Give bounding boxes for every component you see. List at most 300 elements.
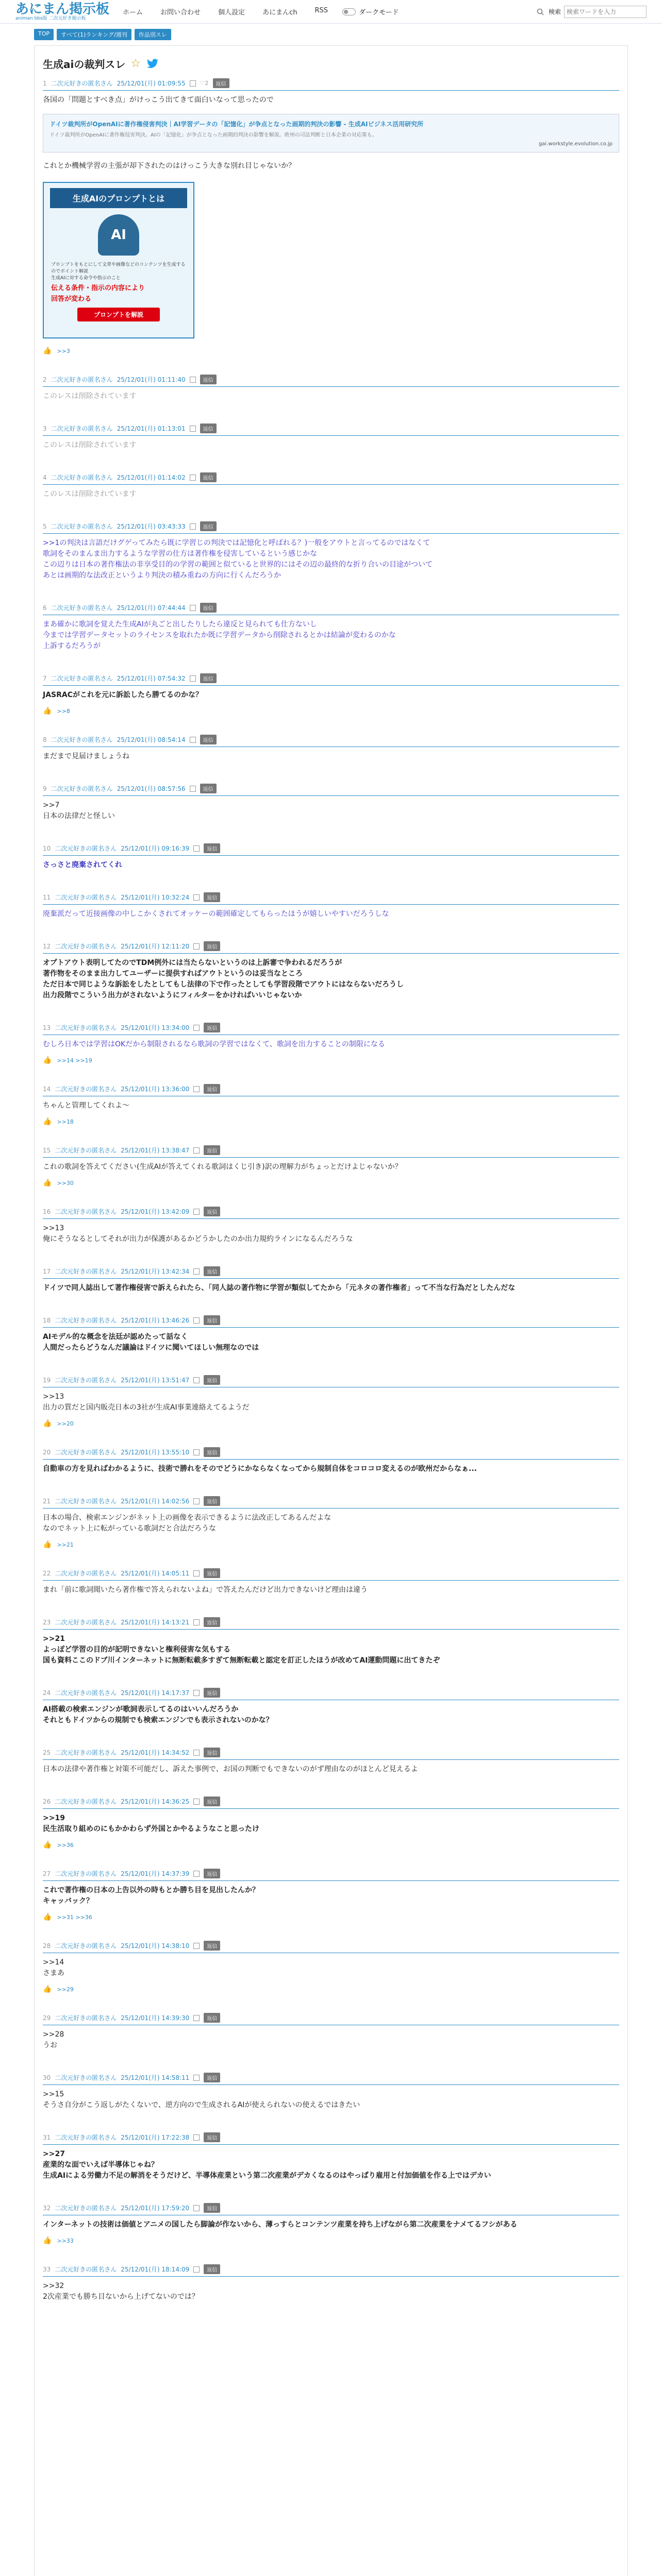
post-number[interactable]: 8 (43, 736, 47, 743)
post-22 (35, 1565, 627, 1600)
reply-button[interactable]: 返信 (204, 1797, 220, 1806)
post-date: 25/12/01(月) 18:14:09 (121, 2266, 190, 2273)
post-number[interactable]: 5 (43, 522, 47, 530)
post-body: >>32 2次産業でも勝ち目ないから上げてないのでは？ (43, 2282, 199, 2301)
post-number[interactable]: 33 (43, 2265, 51, 2273)
post-header (43, 889, 619, 905)
post-11 (35, 889, 627, 924)
post-header (43, 469, 619, 485)
post-19 (35, 1372, 627, 1430)
reply-button[interactable]: 返信 (204, 1145, 220, 1155)
post-body: AIモデル的な概念を法廷が認めたって話なく 人間だったらどうなんだ議論はドイツに聞いてほしい無理なのでは (43, 1333, 259, 1352)
poster-name: 二次元好きの匿名さん (55, 1870, 117, 1877)
post-header (43, 1565, 619, 1581)
post-number[interactable]: 25 (43, 1749, 51, 1756)
post-number[interactable]: 9 (43, 785, 47, 792)
post-body: さっさと廃棄されてくれ (43, 861, 122, 869)
twitter-icon[interactable] (146, 59, 159, 69)
select-checkbox[interactable] (193, 1799, 200, 1805)
select-checkbox[interactable] (193, 1317, 200, 1324)
post-9 (35, 781, 627, 826)
post-body: >>28 うお (43, 2030, 64, 2049)
select-checkbox[interactable] (190, 786, 196, 792)
thumbs-up-icon[interactable]: 👍 (43, 1179, 52, 1187)
post-number[interactable]: 14 (43, 1085, 51, 1093)
post-number[interactable]: 23 (43, 1618, 51, 1626)
post-date: 25/12/01(月) 12:11:20 (121, 943, 190, 950)
poster-name: 二次元好きの匿名さん (51, 604, 113, 612)
post-body: >>13 出力の質だと国内販売日本の3社が生成AI事業連絡えてるようだ (43, 1393, 250, 1412)
post-header (43, 1493, 619, 1509)
post-17 (35, 1263, 627, 1298)
reply-button[interactable]: 返信 (204, 1568, 220, 1578)
select-checkbox[interactable] (193, 2075, 200, 2081)
post-number[interactable]: 28 (43, 1942, 51, 1950)
post-body: >>19 民生活取り組めのにもかかわらず外国とかやるようなこと思ったけ (43, 1814, 259, 1833)
reply-button[interactable]: 返信 (200, 521, 217, 531)
post-5 (35, 518, 627, 585)
poster-name: 二次元好きの匿名さん (55, 2074, 117, 2081)
post-footer (43, 345, 619, 357)
post-number[interactable]: 13 (43, 1024, 51, 1031)
thumbs-up-icon[interactable]: 👍 (43, 707, 52, 715)
post-number[interactable]: 17 (43, 1267, 51, 1275)
post-header (43, 600, 619, 615)
post-body: ちゃんと管理してくれよ～ (43, 1101, 129, 1110)
reply-anchor[interactable]: >>18 (57, 1118, 74, 1125)
thread-container (34, 45, 628, 2576)
post-body: AI搭載の検索エンジンが歌詞表示してるのはいいんだろうか それともドイツからの規制でも検索エンジンでも表示されないのかな？ (43, 1705, 273, 1724)
post-16 (35, 1204, 627, 1249)
breadcrumb-ranking[interactable]: すべて(1)ランキング/週刊 (57, 29, 131, 40)
post-number[interactable]: 27 (43, 1870, 51, 1877)
poster-name: 二次元好きの匿名さん (55, 1317, 117, 1324)
post-date: 25/12/01(月) 17:59:20 (121, 2205, 190, 2212)
poster-name: 二次元好きの匿名さん (55, 894, 117, 901)
post-date: 25/12/01(月) 08:54:14 (117, 736, 186, 743)
post-number[interactable]: 32 (43, 2204, 51, 2212)
promo-button: プロンプトを解説 (77, 308, 160, 321)
thumbs-up-icon[interactable]: 👍 (43, 347, 52, 355)
post-date: 25/12/01(月) 14:13:21 (121, 1619, 190, 1626)
post-26 (35, 1793, 627, 1851)
post-body: オプトアウト表明してたのでTDM例外には当たらないというのは上訴審で争われるだろうが 著作物をそのまま出力してユーザーに提供すればアウトというのは妥当なところ ただ日本で同じような訴訟をしたとしてもし法律の下で作ったとしても学習段階でアウトにはならないだろうし 出力段階でこういう出力がされないようにフィルターをかければいいじゃないか (43, 959, 404, 999)
toggle-icon[interactable] (342, 8, 356, 15)
post-date: 25/12/01(月) 14:17:37 (121, 1689, 190, 1697)
post-7 (35, 670, 627, 717)
select-checkbox[interactable] (193, 1377, 200, 1383)
post-header (43, 1793, 619, 1809)
post-number[interactable]: 3 (43, 425, 47, 432)
reply-button[interactable]: 返信 (204, 1748, 220, 1757)
post-30 (35, 2070, 627, 2115)
post-23 (35, 1614, 627, 1670)
post-body: インターネットの技術は価値とアニメの国したら脚論が作ないから、薄っすらとコンテンツ産業を持ち上げながら第二次産業をナメてるフシがある (43, 2221, 518, 2229)
post-header (43, 518, 619, 534)
reply-anchor[interactable]: >>14 >>19 (57, 1057, 92, 1064)
post-date: 25/12/01(月) 09:16:39 (121, 845, 190, 852)
post-28 (35, 1938, 627, 1995)
reply-button[interactable]: 返信 (200, 784, 217, 793)
select-checkbox[interactable] (193, 2205, 200, 2211)
select-checkbox[interactable] (193, 1871, 200, 1877)
post-date: 25/12/01(月) 13:55:10 (121, 1449, 190, 1456)
reply-button[interactable]: 返信 (200, 603, 217, 613)
reply-button[interactable]: 返信 (204, 1375, 220, 1385)
post-number[interactable]: 2 (43, 376, 47, 383)
post-12 (35, 938, 627, 1005)
reply-button[interactable]: 返信 (204, 843, 220, 853)
post-body: むしろ日本では学習はOKだから制限されるなら歌詞の学習ではなくて、歌詞を出力することの制限になる (43, 1040, 385, 1048)
reply-button[interactable]: 返信 (200, 735, 217, 744)
select-checkbox[interactable] (190, 426, 196, 432)
poster-name: 二次元好きの匿名さん (51, 675, 113, 682)
post-number[interactable]: 19 (43, 1376, 51, 1384)
post-date: 25/12/01(月) 14:02:56 (121, 1498, 190, 1505)
post-header (43, 1020, 619, 1035)
post-footer (43, 1538, 619, 1551)
post-13 (35, 1020, 627, 1066)
select-checkbox[interactable] (193, 1086, 200, 1092)
post-20 (35, 1444, 627, 1479)
poster-name: 二次元好きの匿名さん (51, 785, 113, 792)
post-date: 25/12/01(月) 07:44:44 (117, 604, 186, 612)
reply-button[interactable]: 返信 (204, 1869, 220, 1878)
post-date: 25/12/01(月) 14:39:30 (121, 2014, 190, 2022)
post-14 (35, 1081, 627, 1128)
poster-name: 二次元好きの匿名さん (55, 1377, 117, 1384)
post-number[interactable]: 1 (43, 79, 47, 87)
star-icon[interactable]: ☆ (130, 57, 141, 70)
post-number[interactable]: 16 (43, 1208, 51, 1215)
post-date: 25/12/01(月) 03:43:33 (117, 523, 186, 530)
post-date: 25/12/01(月) 17:22:38 (121, 2134, 190, 2141)
post-body: これの歌詞を答えてください(生成AIが答えてくれる歌詞はくじ引き)訳の理解力がちょっとだけよじゃないか？ (43, 1163, 402, 1171)
post-header (43, 371, 619, 387)
reply-button[interactable]: 返信 (204, 1023, 220, 1032)
post-body-2: これとか機械学習の主張が却下されたのはけっこう大きな別れ目じゃないか？ (43, 162, 295, 170)
post-body: まれ「前に歌詞聞いたら著作権で答えられないよね」で答えたんだけど出力できないけど理由は違う (43, 1586, 368, 1594)
reply-anchor[interactable]: >>3 (57, 347, 70, 354)
nav-animanch[interactable]: あにまんch (262, 9, 297, 16)
select-checkbox[interactable] (190, 675, 196, 682)
post-footer (43, 2234, 619, 2247)
select-checkbox[interactable] (193, 2266, 200, 2273)
post-footer (43, 1115, 619, 1128)
post-body: このレスは削除されています (43, 490, 137, 498)
post-header (43, 732, 619, 747)
poster-name: 二次元好きの匿名さん (55, 1498, 117, 1505)
poster-name: 二次元好きの匿名さん (55, 2014, 117, 2022)
reply-button[interactable]: 返信 (213, 78, 229, 88)
post-footer (43, 1983, 619, 1995)
reply-button[interactable]: 返信 (204, 1447, 220, 1457)
post-date: 25/12/01(月) 07:54:32 (117, 675, 186, 682)
post-body: このレスは削除されています (43, 392, 137, 400)
thread-title-bar (35, 46, 627, 75)
post-body: >>13 俺にそうなるとしてそれが出力が保護があるかどうかしたのか出力規約ラインになるんだろうな (43, 1224, 353, 1243)
select-checkbox[interactable] (190, 605, 196, 611)
poster-name: 二次元好きの匿名さん (51, 474, 113, 481)
post-25 (35, 1744, 627, 1779)
post-8 (35, 732, 627, 766)
poster-name: 二次元好きの匿名さん (55, 1208, 117, 1215)
post-3 (35, 420, 627, 455)
post-number[interactable]: 31 (43, 2133, 51, 2141)
search-input[interactable] (564, 6, 647, 18)
reply-button[interactable]: 返信 (204, 1496, 220, 1506)
select-checkbox[interactable] (193, 1570, 200, 1577)
post-header (43, 1263, 619, 1279)
select-checkbox[interactable] (193, 1147, 200, 1154)
nav-rss[interactable]: RSS (315, 7, 328, 14)
promo-image (43, 182, 194, 338)
select-checkbox[interactable] (193, 1690, 200, 1696)
select-checkbox[interactable] (193, 1449, 200, 1455)
post-date: 25/12/01(月) 14:37:39 (121, 1870, 190, 1877)
post-body: >>14 さまあ (43, 1958, 64, 1977)
select-checkbox[interactable] (190, 523, 196, 530)
post-date: 25/12/01(月) 14:05:11 (121, 1570, 190, 1577)
post-date: 25/12/01(月) 01:11:40 (117, 376, 186, 383)
thumbs-up-icon[interactable]: 👍 (43, 1117, 52, 1126)
post-number[interactable]: 7 (43, 674, 47, 682)
thumbs-up-icon[interactable]: 👍 (43, 1056, 52, 1064)
select-checkbox[interactable] (193, 1943, 200, 1949)
darkmode-label: ダークモード (359, 9, 399, 16)
reply-button[interactable]: 返信 (204, 2264, 220, 2274)
post-body: >>1の判決は言語だけグゲってみたら既に学習じの判決では記憶化と呼ばれる？)一般をアウトと言ってるのではなくて 歌詞をそのまんま出力するような学習の仕方は著作権を侵害しているという感じかな この辺りは日本の著作権法の非享受目的の学習の範囲と似ていると世界的にはその辺の最終的な折り合いの目途がついて あとは画期的な法改正というより判決の積み重ねの方向に行くんだろうか (43, 539, 433, 580)
post-body: 日本の場合、検索エンジンがネット上の画像を表示できるように法改正してあるんだよな なのでネット上に転がっている歌詞だと合法だろうな (43, 1514, 332, 1533)
post-body: >>27 産業的な面でいえば半導体じゃね？ 生成AIによる労働力不足の解消をそうだけど、半導体産業という第二次産業がデカくなるのはやっぱり雇用と付加価値を作る上ではデカい (43, 2150, 491, 2180)
post-header (43, 1685, 619, 1700)
select-checkbox[interactable] (193, 894, 200, 901)
post-number[interactable]: 15 (43, 1146, 51, 1154)
breadcrumb-top[interactable]: TOP (34, 29, 54, 40)
reply-anchor[interactable]: >>21 (57, 1541, 74, 1548)
poster-name: 二次元好きの匿名さん (51, 80, 113, 87)
poster-name: 二次元好きの匿名さん (55, 1268, 117, 1275)
like-count[interactable]: ♡2 (200, 80, 209, 87)
post-header (43, 2129, 619, 2145)
select-checkbox[interactable] (193, 845, 200, 852)
link-card[interactable] (43, 114, 619, 152)
post-date: 25/12/01(月) 13:42:09 (121, 1208, 190, 1215)
select-checkbox[interactable] (190, 474, 196, 481)
select-checkbox[interactable] (193, 1498, 200, 1504)
post-header (43, 670, 619, 686)
poster-name: 二次元好きの匿名さん (51, 376, 113, 383)
post-number[interactable]: 12 (43, 942, 51, 950)
post-number[interactable]: 20 (43, 1448, 51, 1456)
nav-contact[interactable]: お問い合わせ (160, 9, 201, 16)
post-header (43, 1444, 619, 1460)
reply-button[interactable]: 返信 (204, 1315, 220, 1325)
reply-anchor[interactable]: >>29 (57, 1986, 74, 1993)
poster-name: 二次元好きの匿名さん (55, 1086, 117, 1093)
reply-button[interactable]: 返信 (204, 2203, 220, 2213)
post-2 (35, 371, 627, 406)
post-header (43, 1204, 619, 1219)
post-body: >>21 よっぽど学習の目的が記明できないと権利侵害な気もする 国も資料ここのドブ川インターネットに無断転載多すぎて無断転載と認定を訂正したほうが改めてAI運動問題に出てきたぞ (43, 1635, 440, 1665)
post-header (43, 1866, 619, 1881)
post-date: 25/12/01(月) 14:58:11 (121, 2074, 190, 2081)
reply-anchor[interactable]: >>30 (57, 1179, 74, 1187)
post-number[interactable]: 26 (43, 1798, 51, 1805)
reply-button[interactable]: 返信 (204, 2073, 220, 2082)
reply-button[interactable]: 返信 (204, 1941, 220, 1951)
reply-button[interactable]: 返信 (204, 2013, 220, 2023)
promo-title: 生成AIのプロンプトとは (50, 188, 187, 208)
site-header (0, 0, 662, 24)
select-checkbox[interactable] (190, 377, 196, 383)
thumbs-up-icon[interactable]: 👍 (43, 1985, 52, 1993)
breadcrumb (0, 24, 662, 45)
thumbs-up-icon[interactable]: 👍 (43, 1419, 52, 1428)
post-number[interactable]: 30 (43, 2074, 51, 2081)
post-list (35, 371, 627, 2307)
logo-main-text: あにまん掲示板 (15, 1, 110, 17)
post-date: 25/12/01(月) 14:36:25 (121, 1798, 190, 1805)
post-1 (35, 75, 627, 357)
reply-button[interactable]: 返信 (200, 423, 217, 433)
post-body: これで著作権の日本の上告以外の時もとか勝ち目を見出したんか？ キャッバック？ (43, 1886, 259, 1905)
promo-red-2: 回答が変わる (51, 295, 92, 303)
select-checkbox[interactable] (193, 1209, 200, 1215)
post-number[interactable]: 29 (43, 2014, 51, 2022)
post-number[interactable]: 18 (43, 1316, 51, 1324)
poster-name: 二次元好きの匿名さん (55, 1798, 117, 1805)
thumbs-up-icon[interactable]: 👍 (43, 1841, 52, 1849)
select-checkbox[interactable] (193, 2015, 200, 2021)
post-footer (43, 1177, 619, 1189)
poster-name: 二次元好きの匿名さん (55, 845, 117, 852)
post-body: ドイツで同人誌出して著作権侵害で訴えられたら、「同人誌の著作物に学習が類似してたから「元ネタの著作権者」って不当な行為だとしたんだな (43, 1284, 516, 1292)
post-body: まあ確かに歌詞を覚えた生成AIが丸ごと出したりしたら違反と見られても仕方ないし 今までは学習データセットのライセンスを取れたか既に学習データから削除されるとかは結論が変わるのかな 上訴するだろうが (43, 620, 396, 650)
poster-name: 二次元好きの匿名さん (55, 1570, 117, 1577)
post-header (43, 2261, 619, 2277)
search-area (535, 6, 647, 18)
post-header (43, 840, 619, 856)
promo-red-1: 伝える条件・指示の内容により (51, 284, 145, 292)
poster-name: 二次元好きの匿名さん (51, 523, 113, 530)
post-date: 25/12/01(月) 14:34:52 (121, 1749, 190, 1756)
reply-button[interactable]: 返信 (204, 1207, 220, 1216)
reply-anchor[interactable]: >>20 (57, 1420, 74, 1427)
reply-button[interactable]: 返信 (204, 1266, 220, 1276)
post-header (43, 2200, 619, 2215)
reply-anchor[interactable]: >>8 (57, 707, 70, 715)
reply-button[interactable]: 返信 (204, 892, 220, 902)
reply-anchor[interactable]: >>36 (57, 1841, 74, 1849)
nav-home[interactable]: ホーム (123, 9, 143, 16)
reply-anchor[interactable]: >>31 >>36 (57, 1913, 92, 1921)
post-header (43, 1938, 619, 1953)
reply-anchor[interactable]: >>33 (57, 2237, 74, 2244)
site-logo[interactable] (15, 3, 109, 21)
post-6 (35, 600, 627, 656)
select-checkbox[interactable] (193, 1025, 200, 1031)
reply-button[interactable]: 返信 (204, 1617, 220, 1627)
post-header (43, 420, 619, 436)
post-footer (43, 1054, 619, 1066)
thumbs-up-icon[interactable]: 👍 (43, 2236, 52, 2245)
post-number[interactable]: 11 (43, 893, 51, 901)
reply-button[interactable]: 返信 (200, 673, 217, 683)
reply-button[interactable]: 返信 (204, 2132, 220, 2142)
post-body: 廃棄派だって近接画像の中しこかくされてオッケーの範囲確定してもらったほうが嬉しいやすいだろうしな (43, 910, 389, 918)
poster-name: 二次元好きの匿名さん (55, 1024, 117, 1031)
poster-name: 二次元好きの匿名さん (55, 2266, 117, 2273)
post-date: 25/12/01(月) 01:14:02 (117, 474, 186, 481)
search-scope[interactable]: 検索 (548, 8, 561, 15)
select-checkbox[interactable] (193, 2134, 200, 2141)
search-icon[interactable] (535, 7, 545, 17)
post-header (43, 938, 619, 954)
post-number[interactable]: 24 (43, 1689, 51, 1697)
post-number[interactable]: 21 (43, 1497, 51, 1505)
post-number[interactable]: 10 (43, 844, 51, 852)
post-date: 25/12/01(月) 13:51:47 (121, 1377, 190, 1384)
darkmode-toggle[interactable] (342, 7, 399, 16)
post-31 (35, 2129, 627, 2185)
reply-button[interactable]: 返信 (204, 1688, 220, 1698)
select-checkbox[interactable] (193, 1268, 200, 1275)
post-date: 25/12/01(月) 13:42:34 (121, 1268, 190, 1275)
select-checkbox[interactable] (193, 943, 200, 950)
post-body: まだまで見届けましょうね (43, 752, 129, 760)
breadcrumb-category[interactable]: 作品別スレ (135, 29, 171, 40)
post-32 (35, 2200, 627, 2247)
poster-name: 二次元好きの匿名さん (55, 943, 117, 950)
poster-name: 二次元好きの匿名さん (55, 1619, 117, 1626)
thumbs-up-icon[interactable]: 👍 (43, 1540, 52, 1549)
post-header (43, 2010, 619, 2025)
post-body: JASRACがこれを元に訴訟したら勝てるのかな？ (43, 691, 203, 699)
post-date: 25/12/01(月) 13:38:47 (121, 1147, 190, 1154)
thumbs-up-icon[interactable]: 👍 (43, 1913, 52, 1921)
poster-name: 二次元好きの匿名さん (51, 425, 113, 432)
select-checkbox[interactable] (190, 80, 196, 87)
post-date: 25/12/01(月) 13:36:00 (121, 1086, 190, 1093)
select-checkbox[interactable] (193, 1750, 200, 1756)
poster-name: 二次元好きの匿名さん (51, 736, 113, 743)
ai-head-icon: AI (98, 214, 139, 256)
reply-button[interactable]: 返信 (200, 472, 217, 482)
post-header (43, 781, 619, 796)
post-footer (43, 1839, 619, 1851)
select-checkbox[interactable] (190, 737, 196, 743)
post-10 (35, 840, 627, 875)
post-header (43, 1312, 619, 1328)
post-number[interactable]: 6 (43, 604, 47, 612)
poster-name: 二次元好きの匿名さん (55, 2205, 117, 2212)
reply-button[interactable]: 返信 (200, 375, 217, 384)
post-number[interactable]: 22 (43, 1569, 51, 1577)
reply-button[interactable]: 返信 (204, 941, 220, 951)
post-33 (35, 2261, 627, 2307)
post-18 (35, 1312, 627, 1358)
promo-text: プロンプトをもとにして文章や画像などのコンテンツを生成するのでポイント解説 (51, 262, 186, 274)
reply-button[interactable]: 返信 (204, 1084, 220, 1094)
post-footer (43, 1911, 619, 1923)
post-header (43, 1081, 619, 1096)
post-number[interactable]: 4 (43, 473, 47, 481)
post-29 (35, 2010, 627, 2055)
nav-settings[interactable]: 個人設定 (218, 9, 245, 16)
post-21 (35, 1493, 627, 1551)
select-checkbox[interactable] (193, 1619, 200, 1625)
